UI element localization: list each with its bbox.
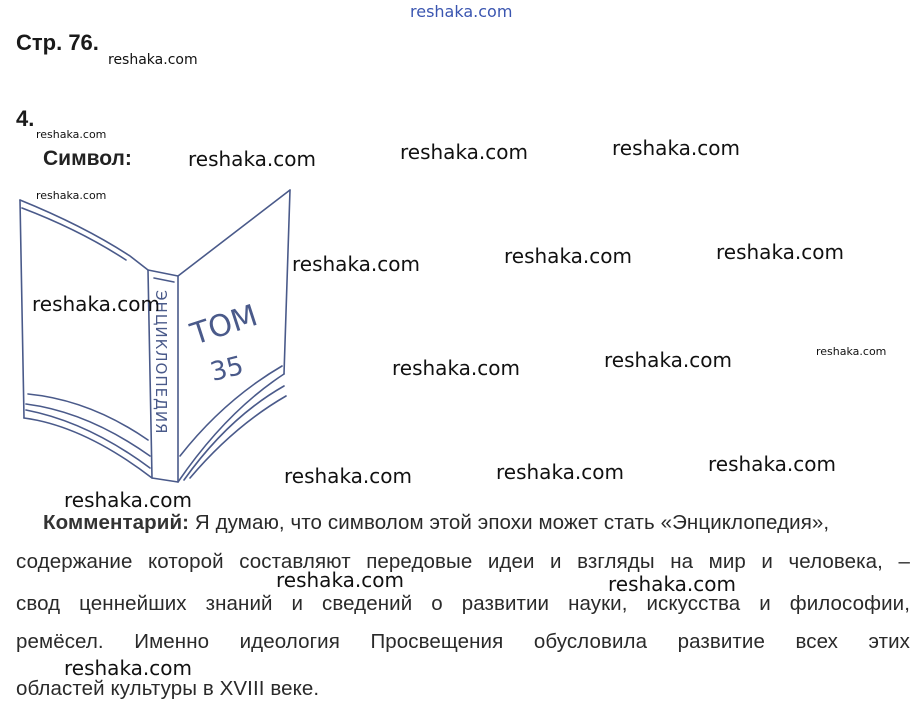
comment-line-2: содержание которой составляют передовые идеи и взгляды на мир и человека, – [16, 550, 910, 573]
comment-line-5: областей культуры в XVIII веке. [16, 677, 320, 700]
watermark: reshaka.com [608, 572, 736, 596]
watermark: reshaka.com [604, 348, 732, 372]
watermark: reshaka.com [64, 656, 192, 680]
comment-line-1 [43, 511, 829, 535]
watermark-top[interactable]: reshaka.com [410, 2, 513, 21]
watermark: reshaka.com [392, 356, 520, 380]
watermark: reshaka.com [36, 128, 107, 141]
watermark: reshaka.com [504, 244, 632, 268]
cover-volume-label: ТОМ [186, 298, 262, 353]
comment-line-3: свод ценнейших знаний и сведений о развитии науки, искусства и философии, [16, 592, 910, 615]
watermark: reshaka.com [716, 240, 844, 264]
spine-text: ЭНЦИКЛОПЕДИЯ [152, 290, 170, 435]
watermark: reshaka.com [108, 52, 198, 68]
watermark: reshaka.com [612, 136, 740, 160]
watermark: reshaka.com [708, 452, 836, 476]
encyclopedia-book-sketch [14, 186, 296, 496]
watermark: reshaka.com [32, 292, 160, 316]
page-title: Стр. 76. [16, 30, 99, 55]
watermark: reshaka.com [284, 464, 412, 488]
watermark: reshaka.com [400, 140, 528, 164]
comment-text-1: Я думаю, что символом этой эпохи может стать «Энциклопедия», [189, 511, 830, 534]
watermark: reshaka.com [292, 252, 420, 276]
task-number: 4. [16, 106, 35, 131]
watermark: reshaka.com [276, 568, 404, 592]
cover-volume-number: 35 [207, 350, 247, 388]
watermark: reshaka.com [496, 460, 624, 484]
watermark: reshaka.com [36, 189, 107, 202]
watermark: reshaka.com [64, 488, 192, 512]
comment-line-4: ремёсел. Именно идеология Просвещения обусловила развитие всех этих [16, 630, 910, 653]
symbol-label: Символ: [43, 147, 132, 170]
watermark: reshaka.com [816, 345, 887, 358]
watermark: reshaka.com [188, 147, 316, 171]
comment-label: Комментарий: [43, 511, 190, 534]
